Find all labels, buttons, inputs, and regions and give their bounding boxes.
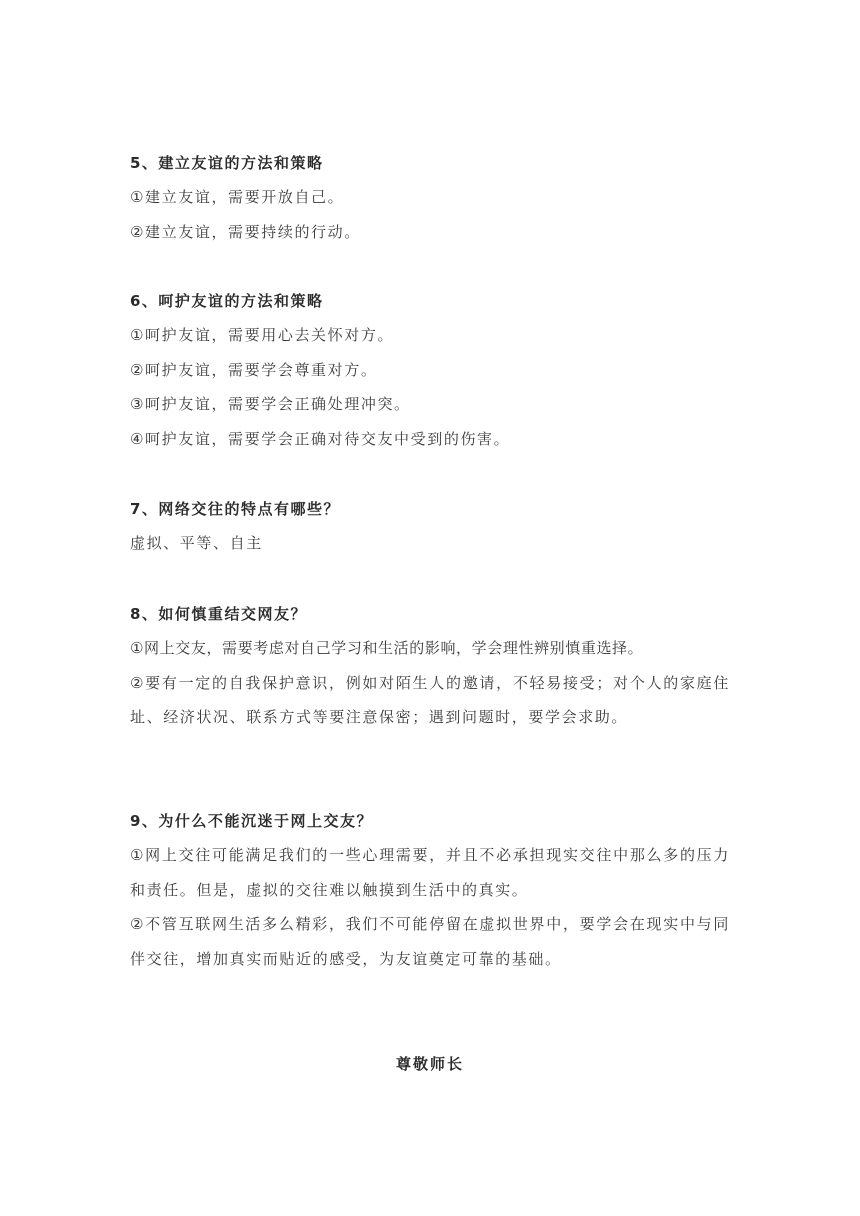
section-6 bbox=[130, 284, 730, 456]
section-heading: 5、建立友谊的方法和策略 bbox=[130, 154, 324, 172]
list-item: ②呵护友谊，需要学会尊重对方。 bbox=[130, 360, 378, 379]
paragraph: ②要有一定的自我保护意识，例如对陌生人的邀请，不轻易接受；对个人的家庭住址、经济状况、联系方式等要注意保密；遇到问题时，要学会求助。 bbox=[130, 673, 730, 726]
section-5 bbox=[130, 146, 730, 249]
section-8 bbox=[130, 597, 730, 735]
section-heading: 8、如何慎重结交网友？ bbox=[130, 605, 307, 623]
paragraph: ①网上交往可能满足我们的一些心理需要，并且不必承担现实交往中那么多的压力和责任。但是，虚拟的交往难以触摸到生活中的真实。 bbox=[130, 846, 730, 899]
list-item: ④呵护友谊，需要学会正确对待交友中受到的伤害。 bbox=[130, 429, 511, 448]
section-heading: 7、网络交往的特点有哪些？ bbox=[130, 500, 340, 518]
paragraph: ②不管互联网生活多么精彩，我们不可能停留在虚拟世界中，要学会在现实中与同伴交往，增加真实而贴近的感受，为友谊奠定可靠的基础。 bbox=[130, 915, 730, 968]
paragraph: ①网上交友，需要考虑对自己学习和生活的影响，学会理性辨别慎重选择。 bbox=[130, 639, 644, 657]
section-7 bbox=[130, 492, 730, 561]
list-item: ①建立友谊，需要开放自己。 bbox=[130, 188, 345, 206]
chapter-title: 尊敬师长 bbox=[395, 1055, 464, 1073]
section-9 bbox=[130, 804, 730, 976]
list-item: ①呵护友谊，需要用心去关怀对方。 bbox=[130, 326, 395, 344]
list-item: ②建立友谊，需要持续的行动。 bbox=[130, 222, 361, 241]
list-item: ③呵护友谊，需要学会正确处理冲突。 bbox=[130, 395, 411, 413]
section-heading: 9、为什么不能沉迷于网上交友？ bbox=[130, 812, 373, 830]
section-heading: 6、呵护友谊的方法和策略 bbox=[130, 292, 324, 310]
list-item: 虚拟、平等、自主 bbox=[130, 534, 263, 552]
